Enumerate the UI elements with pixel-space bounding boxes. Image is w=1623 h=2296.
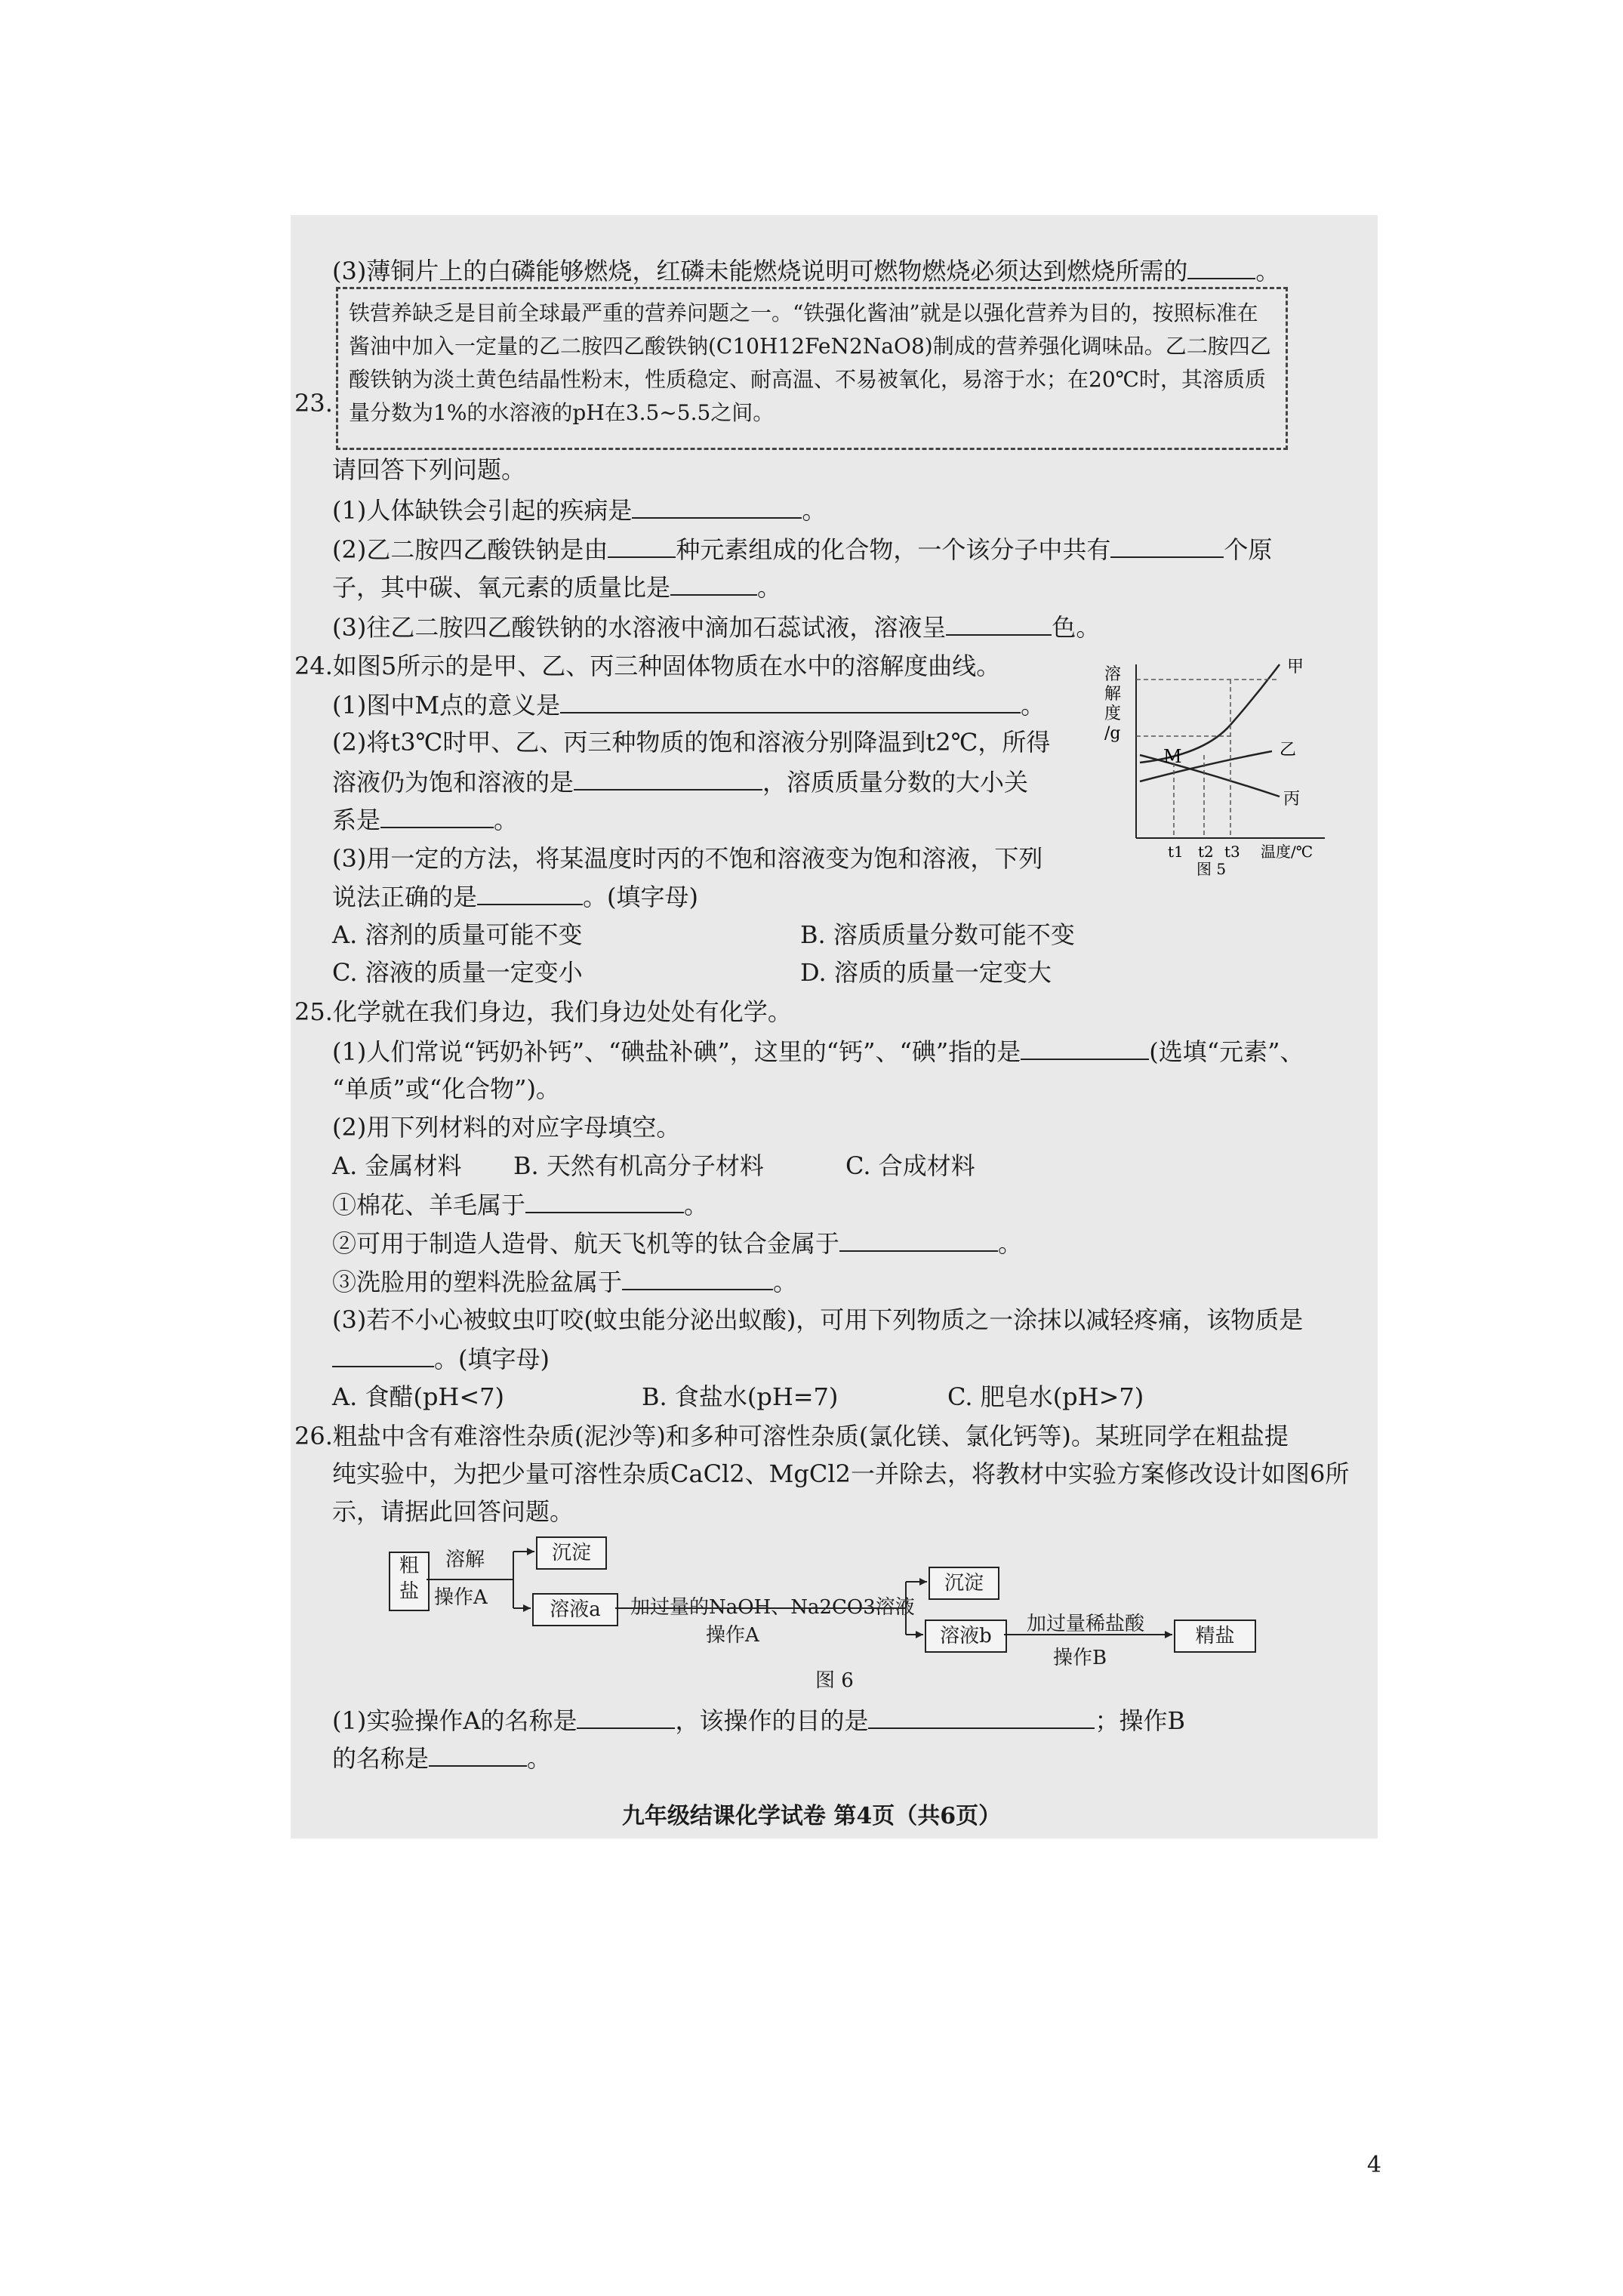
page-number: 4: [1366, 2152, 1381, 2178]
reagent-label-2: 加过量稀盐酸: [1027, 1613, 1145, 1635]
q25-part1-text-a: (1)人们常说“钙奶补钙”、“碘盐补碘”，这里的“钙”、“碘”指的是: [332, 1037, 1021, 1066]
answer-blank[interactable]: [868, 1705, 1095, 1729]
q26-part1-text-c: ；操作B: [1095, 1706, 1185, 1735]
solution-b-box: 溶液b: [925, 1620, 1007, 1653]
q24-option-b: B. 溶质质量分数可能不变: [800, 920, 1075, 949]
op-a-label: 操作A: [434, 1586, 488, 1609]
q23-part2-text-c: 个原: [1224, 535, 1273, 564]
q24-option-a: A. 溶剂的质量可能不变: [332, 920, 583, 949]
q25-part2-1-text: ①棉花、羊毛属于: [332, 1191, 526, 1219]
precipitate-box-2: 沉淀: [929, 1567, 999, 1600]
q25-material-b: B. 天然有机高分子材料: [513, 1151, 764, 1180]
tick-t2: t2: [1198, 843, 1214, 861]
series-jia-label: 甲: [1287, 658, 1304, 676]
q26-part1-cont: 的名称是 。: [332, 1744, 552, 1773]
q26-stem-line1: 26.粗盐中含有难溶性杂质(泥沙等)和多种可溶性杂质(氯化镁、氯化钙等)。某班同学在粗盐提: [294, 1422, 1289, 1450]
q25-part3: (3)若不小心被蚊虫叮咬(蚊虫能分泌出蚁酸)，可用下列物质之一涂抹以减轻疼痛，该物质是: [332, 1305, 1304, 1334]
q25-part1-text-b: (选填“元素”、: [1149, 1037, 1304, 1066]
q24-part2-text-d: 系是: [332, 806, 381, 834]
q24-part3-text-b: 说法正确的是: [332, 883, 478, 911]
page-footer: 九年级结课化学试卷 第4页（共6页）: [621, 1803, 1002, 1829]
q25-part3-text-b: 。(填字母): [434, 1345, 550, 1373]
q24-stem: 24.如图5所示的是甲、乙、丙三种固体物质在水中的溶解度曲线。: [294, 652, 1001, 680]
q23-part2-text-b: 种元素组成的化合物，一个该分子中共有: [676, 535, 1111, 564]
punct: 。: [1255, 257, 1280, 285]
q24-part3-text-c: 。(填字母): [583, 883, 698, 911]
q23-part1: (1)人体缺铁会引起的疾病是 。: [332, 496, 827, 525]
q23-part3-text-b: 色。: [1052, 613, 1101, 642]
q25-part2-3: ③洗脸用的塑料洗脸盆属于 。: [332, 1268, 798, 1296]
op-a-label-2: 操作A: [706, 1624, 759, 1647]
q25-part2: (2)用下列材料的对应字母填空。: [332, 1113, 681, 1142]
q24-part2-text-b: 溶液仍为饱和溶液的是: [332, 768, 574, 797]
op-b-label: 操作B: [1053, 1647, 1107, 1669]
q26-part1-text-a: (1)实验操作A的名称是: [332, 1706, 577, 1735]
q25-stem: 25.化学就在我们身边，我们身边处处有化学。: [294, 997, 792, 1026]
q24-part3: (3)用一定的方法，将某温度时丙的不饱和溶液变为饱和溶液，下列: [332, 844, 1043, 873]
precipitate-box-1: 沉淀: [536, 1536, 607, 1570]
q26-stem-line2: 纯实验中，为把少量可溶性杂质CaCl2、MgCl2一并除去，将教材中实验方案修改设计如图6所: [332, 1459, 1350, 1488]
q24-option-c: C. 溶液的质量一定变小: [332, 958, 583, 987]
tick-t1: t1: [1168, 843, 1184, 861]
series-yi-label: 乙: [1280, 741, 1297, 760]
q25-material-a: A. 金属材料: [332, 1151, 462, 1180]
solution-a-box: 溶液a: [532, 1593, 618, 1626]
reagent-label-1: 加过量的NaOH、Na2CO3溶液: [630, 1596, 915, 1619]
tick-t3: t3: [1224, 843, 1240, 861]
q22-part3-text: (3)薄铜片上的白磷能够燃烧，红磷未能燃烧说明可燃物燃烧必须达到燃烧所需的: [332, 257, 1188, 285]
figure-6-caption: 图 6: [815, 1669, 854, 1692]
q26-part1-text-b: ，该操作的目的是: [675, 1706, 869, 1735]
q25-option-a: A. 食醋(pH<7): [332, 1382, 504, 1411]
figure-5-caption: 图 5: [1196, 860, 1227, 876]
q24-part2-cont2: 系是 。: [332, 806, 519, 834]
point-m-label: M: [1163, 746, 1182, 767]
q23-passage: 铁营养缺乏是目前全球最严重的营养问题之一。“铁强化酱油”就是以强化营养为目的，按照标准在酱油中加入一定量的乙二胺四乙酸铁钠(C10H12FeN2NaO8)制成的营养强化调味品。乙二胺四乙酸铁钠为淡土黄色结晶性粉末，性质稳定、耐高温、不易被氧化，易溶于水；在20℃时，其溶质质量分数为1%的水溶液的pH在3.5~5.5之间。: [349, 300, 1271, 425]
dissolve-label: 溶解: [445, 1549, 485, 1571]
q23-ask: 请回答下列问题。: [332, 455, 526, 484]
q25-part2-1: ①棉花、羊毛属于 。: [332, 1191, 709, 1219]
q26-part1-text-d: 的名称是: [332, 1744, 430, 1773]
refined-salt-box: 精盐: [1174, 1620, 1256, 1653]
q23-part1-text: (1)人体缺铁会引起的疾病是: [332, 496, 633, 525]
q24-part1: (1)图中M点的意义是 。: [332, 691, 1046, 720]
series-bing-label: 丙: [1283, 790, 1301, 809]
q24-part2-text-c: ，溶质质量分数的大小关: [762, 768, 1029, 797]
answer-blank[interactable]: [577, 1705, 675, 1729]
crude-salt-box: 粗 盐: [389, 1552, 430, 1611]
q25-part2-2: ②可用于制造人造骨、航天飞机等的钛合金属于 。: [332, 1229, 1023, 1258]
q25-option-c: C. 肥皂水(pH>7): [947, 1382, 1144, 1411]
q25-option-b: B. 食盐水(pH=7): [642, 1382, 839, 1411]
y-axis-label: 溶解度/g: [1104, 665, 1122, 743]
q23-part2-cont: 子，其中碳、氧元素的质量比是 。: [332, 573, 782, 602]
q24-part2: (2)将t3℃时甲、乙、丙三种物质的饱和溶液分别降温到t2℃，所得: [332, 728, 1051, 757]
answer-blank[interactable]: [429, 1743, 527, 1767]
q25-part2-3-text: ③洗脸用的塑料洗脸盆属于: [332, 1268, 623, 1296]
x-axis-label: 温度/℃: [1261, 843, 1313, 861]
q23-part2-text-a: (2)乙二胺四乙酸铁钠是由: [332, 535, 608, 564]
q23-part2-text-d: 子，其中碳、氧元素的质量比是: [332, 573, 671, 602]
q25-part2-2-text: ②可用于制造人造骨、航天飞机等的钛合金属于: [332, 1229, 840, 1258]
q24-part1-text: (1)图中M点的意义是: [332, 691, 561, 720]
q25-part1-cont: “单质”或“化合物”)。: [332, 1074, 560, 1103]
q26-stem-line3: 示，请据此回答问题。: [332, 1497, 574, 1526]
q23-number: 23.: [294, 389, 333, 418]
q23-part3-text-a: (3)往乙二胺四乙酸铁钠的水溶液中滴加石蕊试液，溶液呈: [332, 613, 947, 642]
q26-part1: [332, 1705, 1185, 1736]
q25-material-c: C. 合成材料: [845, 1151, 975, 1180]
q24-option-d: D. 溶质的质量一定变大: [800, 958, 1052, 987]
